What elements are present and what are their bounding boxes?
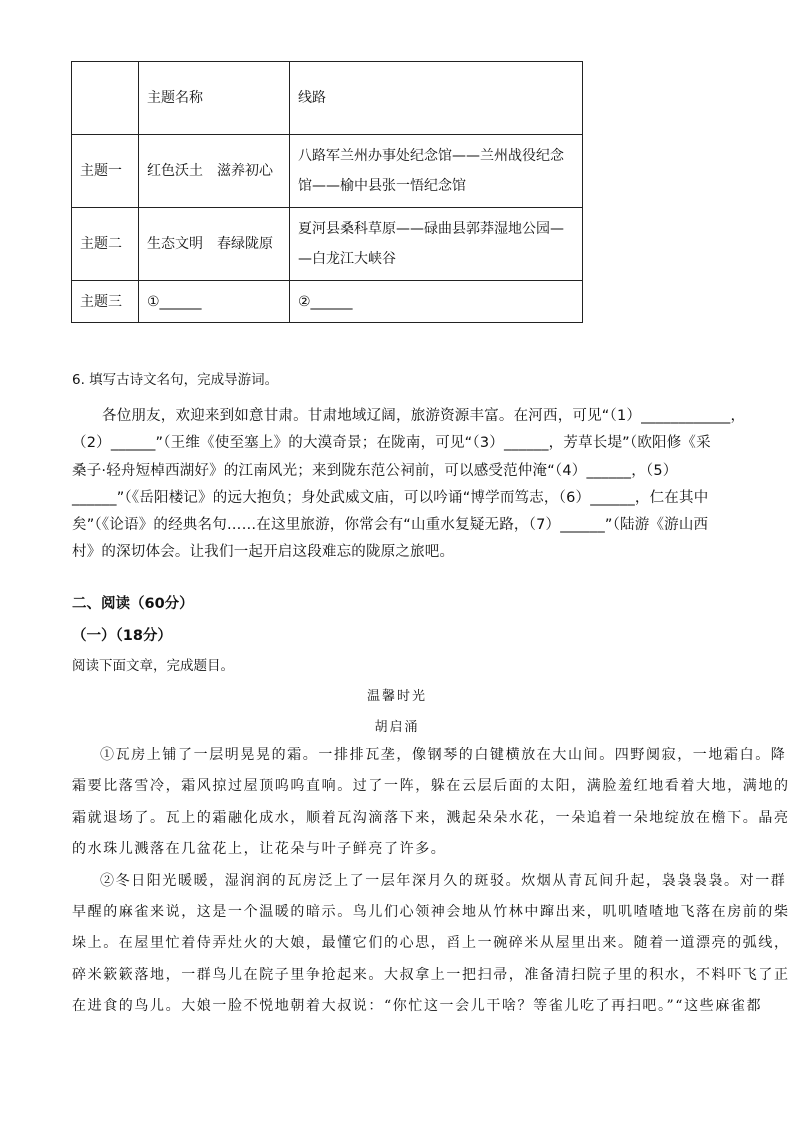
subsection-title: （一）（18分） [72,628,172,644]
reading-instruction: 阅读下面文章，完成题目。 [72,658,234,674]
guide-line: （2）______”（王维《使至塞上》的大漠奇景；在陇南，可见“（3）______，芳草长堤”（欧阳修《采 [72,435,711,452]
row-route-blank: ②______ [290,281,583,323]
guide-line: 各位朋友，欢迎来到如意甘肃。甘肃地域辽阔，旅游资源丰富。在河西，可见“（1）____________， [102,408,746,424]
table-header-route: 线路 [290,62,583,135]
guide-line: 矣”（《论语》的经典名句……在这里旅游，你常会有“山重水复疑无路，（7）______”（陆游《游山西 [72,517,709,534]
row-theme-name: 生态文明 春绿陇原 [139,208,290,281]
guide-line: ______”（《岳阳楼记》的远大抱负；身处武威文庙，可以吟诵“博学而笃志，（6）______，仁在其中 [72,489,709,506]
section-title: 二、阅读（60分） [72,596,194,612]
article-line: 垛上。在屋里忙着侍弄灶火的大娘，最懂它们的心思，舀上一碗碎米从屋里出来。随着一道漂亮的弧线， [72,935,790,952]
route-line: 馆——榆中县张一悟纪念馆 [298,178,466,194]
article-line: ①瓦房上铺了一层明晃晃的霜。一排排瓦垄，像钢琴的白键横放在大山间。四野阒寂，一地霜白。降 [100,747,787,763]
table-row [72,135,583,208]
row-label: 主题二 [72,208,139,281]
table-row [72,281,583,323]
route-line: 夏河县桑科草原——碌曲县郭莽湿地公园— [298,221,564,237]
route-line: 八路军兰州办事处纪念馆——兰州战役纪念 [298,148,564,164]
article-title: 温馨时光 [366,689,427,704]
table-header-theme-name: 主题名称 [139,62,290,135]
table-header-row [72,62,583,135]
table-header-cell-blank [72,62,139,135]
article-line: 霜就退场了。瓦上的霜融化成水，顺着瓦沟滴落下来，溅起朵朵水花，一朵追着一朵地绽放在檐下。晶亮 [72,809,790,826]
article-line: ②冬日阳光暖暖，湿润润的瓦房泛上了一层年深月久的斑驳。炊烟从青瓦间升起，袅袅袅袅。对一群 [100,872,787,889]
article-body [72,740,790,1023]
row-theme-name: 红色沃土 滋养初心 [139,135,290,208]
guide-line: 桑子·轻舟短棹西湖好》的江南风光；来到陇东范公祠前，可以感受范仲淹“（4）______，（5） [72,462,678,479]
question-6-guide-text [72,403,746,567]
article-line: 早醒的麻雀来说，这是一个温暖的暗示。鸟儿们心领神会地从竹林中蹿出来，叽叽喳喳地飞落在房前的柴 [72,904,790,921]
theme-route-table [71,61,583,323]
article-line: 碎米簌簌落地，一群鸟儿在院子里争抢起来。大叔拿上一把扫帚，准备清扫院子里的积水，不料吓飞了正 [72,966,790,983]
route-line: —白龙江大峡谷 [298,251,396,267]
article-line: 的水珠儿溅落在几盆花上，让花朵与叶子鲜亮了许多。 [72,841,447,858]
row-route [290,208,583,281]
row-route [290,135,583,208]
article-line: 在进食的鸟儿。大娘一脸不悦地朝着大叔说：“你忙这一会儿干啥？等雀儿吃了再扫吧。”“这些麻雀都 [72,998,763,1015]
row-label: 主题一 [72,135,139,208]
guide-line: 村》的深切体会。让我们一起开启这段难忘的陇原之旅吧。 [72,544,455,561]
article-line: 霜要比落雪冷，霜风掠过屋顶呜呜直响。过了一阵，躲在云层后面的太阳，满脸羞红地看着大地，满地的 [72,778,790,795]
question-6-prompt: 6. 填写古诗文名句，完成导游词。 [72,372,279,388]
row-label: 主题三 [72,281,139,323]
table-row [72,208,583,281]
article-author: 胡启涌 [374,720,420,735]
row-theme-name-blank: ①______ [139,281,290,323]
